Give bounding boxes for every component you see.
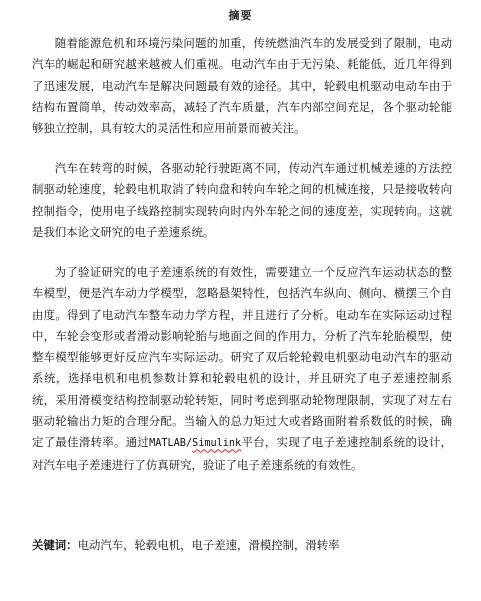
- abstract-paragraph-3: [32, 262, 452, 476]
- keywords-line: [32, 535, 452, 555]
- paragraph-3-text-end: 平台，实现了电子差速控制系统的设计，对汽车电子差速进行了仿真研究，验证了电子差速系统的有效性。: [32, 435, 452, 472]
- abstract-paragraph-1: 随着能源危机和环境污染问题的加重，传统燃油汽车的发展受到了限制，电动汽车的崛起和研究越来越被人们重视。电动汽车由于无污染、耗能低，近几年得到了迅速发展，电动汽车是解决问题最有效的途径。其中，轮毂电机驱动电动车由于结构布置简单，传动效率高，减轻了汽车质量，汽车内部空间充足，各个驱动轮能够独立控制，具有较大的灵活性和应用前景而被关注。: [32, 36, 452, 136]
- keywords-label: 关键词：: [32, 538, 78, 552]
- keywords-list: 电动汽车，轮毂电机，电子差速，滑模控制，滑转率: [77, 538, 340, 552]
- matlab-text: MATLAB/: [149, 438, 193, 450]
- abstract-paragraph-2: 汽车在转弯的时候，各驱动轮行驶距离不同，传动汽车通过机械差速的方法控制驱动轮速度，轮毂电机取消了转向盘和转向车轮之间的机械连接，只是接收转向控制指令，使用电子线路控制实现转向时内外车轮之间的速度差，实现转向。这就是我们本论文研究的电子差速系统。: [32, 161, 452, 239]
- paragraph-3-text-start: 为了验证研究的电子差速系统的有效性，需要建立一个反应汽车运动状态的整车模型，便是汽车动力学模型，忽略悬架特性，包括汽车纵向、侧向、横摆三个自由度。得到了电动汽车整车动力学方程，并且进行了分析。电动车在实际运动过程中，车轮会变形或者滑动影响轮胎与地面之间的作用力，分析了汽车轮胎模型，使整车模型能够更好反应汽车实际运动。研究了双后轮轮毂电机驱动电动汽车的驱动系统，选择电机和电机参数计算和轮毂电机的设计，并且研究了电子差速控制系统，采用滑模变结构控制驱动轮转矩，同时考虑到驱动轮物理限制，实现了对左右驱动轮输出力矩的合理分配。当输入的总力矩过大或者路面附着系数低的时候，确定了最佳滑转率。通过: [32, 265, 452, 450]
- abstract-title: 摘要: [228, 9, 253, 22]
- simulink-text: Simulink: [192, 438, 242, 450]
